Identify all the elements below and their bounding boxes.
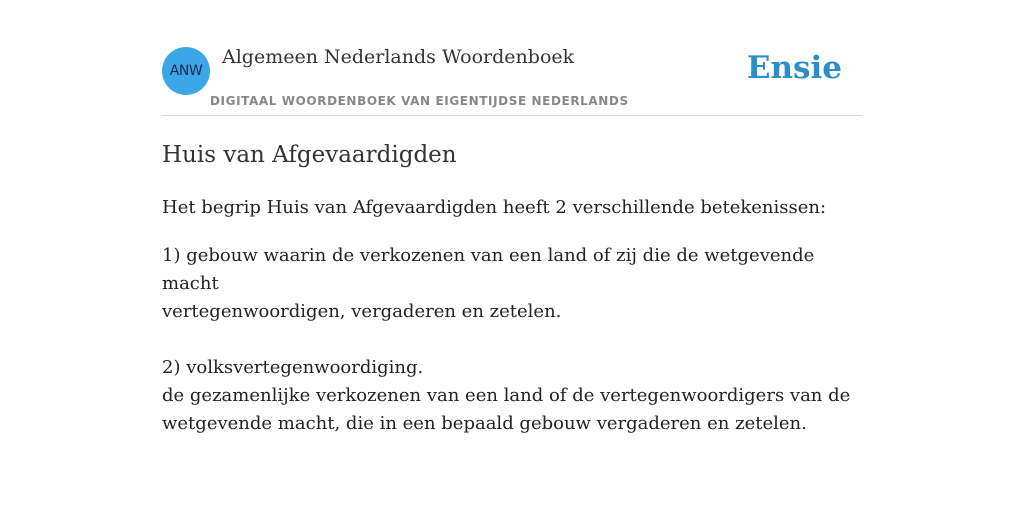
definition-line: 2) volksvertegenwoordiging. xyxy=(162,357,424,378)
entry-intro: Het begrip Huis van Afgevaardigden heeft 2 verschillende betekenissen: xyxy=(162,197,827,218)
definition-line: wetgevende macht, die in een bepaald gebouw vergaderen en zetelen. xyxy=(162,413,807,434)
site-title[interactable]: Algemeen Nederlands Woordenboek xyxy=(222,46,575,68)
page-title: Huis van Afgevaardigden xyxy=(162,142,457,168)
definition-1 xyxy=(162,242,862,326)
definition-2 xyxy=(162,354,862,438)
definition-line: de gezamenlijke verkozenen van een land of de vertegenwoordigers van de xyxy=(162,385,851,406)
definition-line: 1) gebouw waarin de verkozenen van een land of zij die de wetgevende macht xyxy=(162,245,815,294)
entry-content xyxy=(162,140,862,438)
definition-list xyxy=(162,242,862,438)
logo-text: ANW xyxy=(169,63,203,79)
anw-logo-icon[interactable] xyxy=(162,47,210,95)
site-subtitle: DIGITAAL WOORDENBOEK VAN EIGENTIJDSE NEDERLANDS xyxy=(210,94,629,108)
site-header xyxy=(162,40,862,116)
ensie-brand-link[interactable]: Ensie xyxy=(746,50,842,86)
definition-line: vertegenwoordigen, vergaderen en zetelen. xyxy=(162,301,562,322)
